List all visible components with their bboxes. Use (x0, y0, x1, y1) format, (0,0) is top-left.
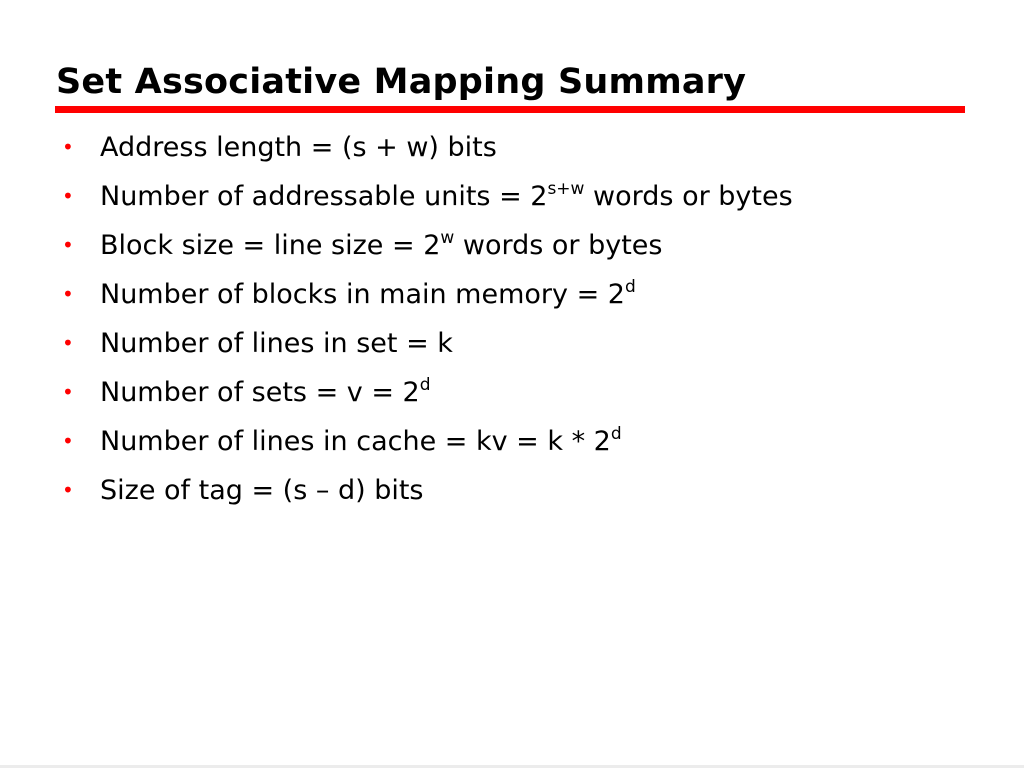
bullet-main-text: Address length = (s + w) bits (100, 132, 497, 163)
bullet-text (100, 172, 793, 221)
bullet-superscript: d (419, 375, 431, 395)
bullet-dot-icon: • (62, 184, 74, 208)
bullet-trailing-text: words or bytes (454, 230, 663, 261)
bullet-dot-icon: • (62, 429, 74, 453)
bullet-text (100, 368, 431, 417)
bullet-dot-icon: • (62, 282, 74, 306)
bullet-superscript: d (624, 277, 636, 297)
bullet-text (100, 466, 424, 515)
bullet-superscript: w (440, 228, 455, 248)
bullet-text (100, 319, 453, 368)
bullet-main-text: Number of lines in cache = kv = k * 2 (100, 426, 611, 457)
bullet-main-text: Number of lines in set = k (100, 328, 453, 359)
bullet-dot-icon: • (62, 331, 74, 355)
bullet-main-text: Size of tag = (s – d) bits (100, 475, 424, 506)
bullet-item (62, 417, 982, 466)
bullet-dot-icon: • (62, 135, 74, 159)
bullet-text (100, 270, 636, 319)
bullet-main-text: Number of blocks in main memory = 2 (100, 279, 625, 310)
bullet-superscript: d (610, 424, 622, 444)
bullet-item (62, 123, 982, 172)
bullet-trailing-text: words or bytes (584, 181, 793, 212)
bullet-superscript: s+w (547, 179, 585, 199)
bullet-dot-icon: • (62, 380, 74, 404)
bullet-item (62, 270, 982, 319)
bullet-item (62, 368, 982, 417)
bullet-dot-icon: • (62, 233, 74, 257)
title-underline-rule (55, 106, 965, 113)
bullet-main-text: Number of sets = v = 2 (100, 377, 420, 408)
bullet-main-text: Block size = line size = 2 (100, 230, 441, 261)
bullet-item (62, 172, 982, 221)
bullet-item (62, 221, 982, 270)
bullet-item (62, 466, 982, 515)
slide-title: Set Associative Mapping Summary (56, 62, 747, 102)
bullet-text (100, 123, 497, 172)
bullet-text (100, 221, 662, 270)
bullet-main-text: Number of addressable units = 2 (100, 181, 548, 212)
bullet-dot-icon: • (62, 478, 74, 502)
bullet-item (62, 319, 982, 368)
bullet-list (62, 123, 982, 515)
bullet-text (100, 417, 622, 466)
